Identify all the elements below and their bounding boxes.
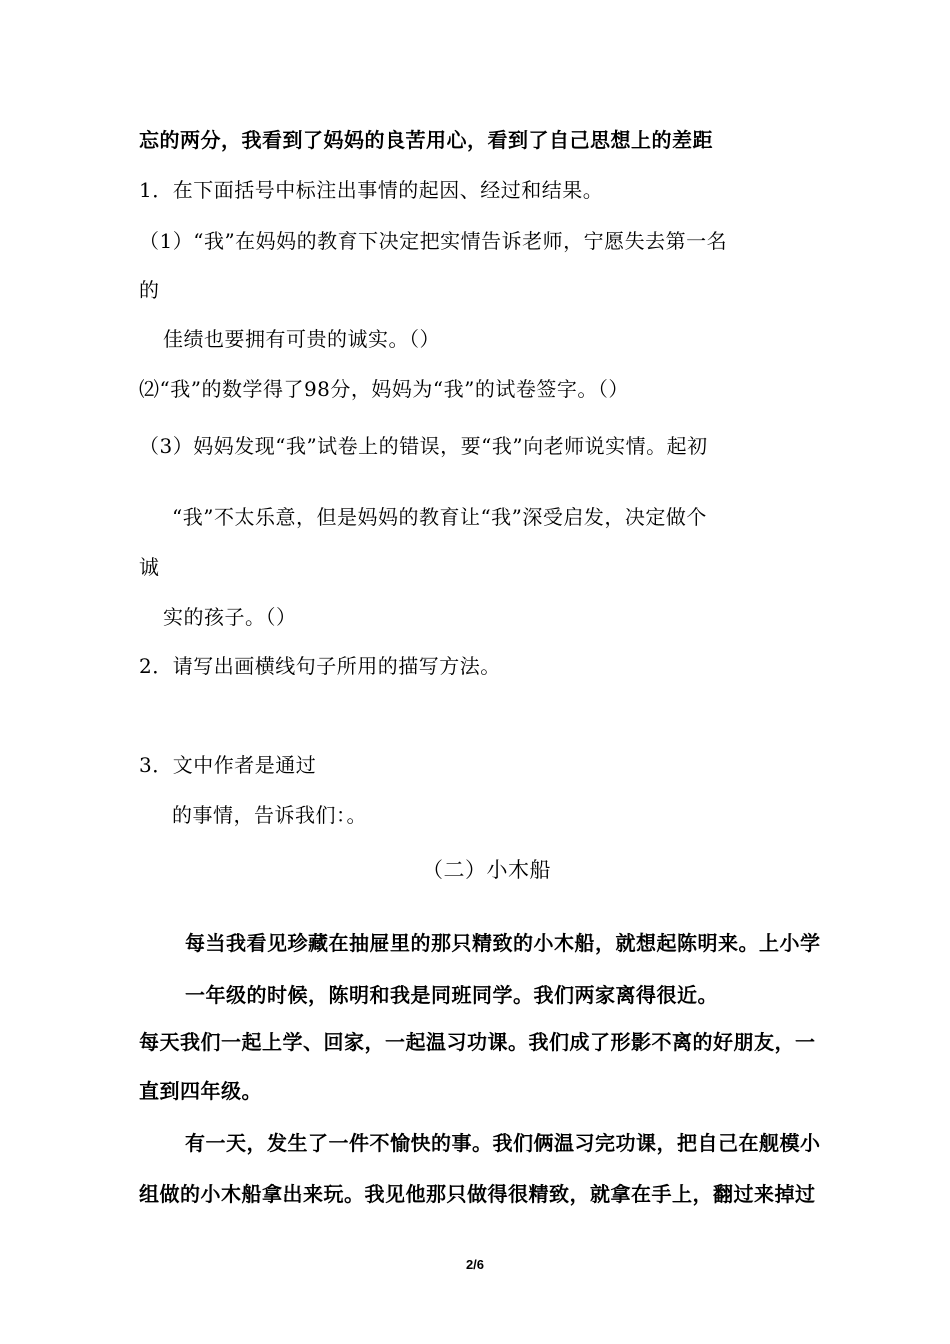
paragraph-line: 一年级的时候，陈明和我是同班同学。我们两家离得很近。 [185,983,718,1007]
paragraph-line: 每天我们一起上学、回家，一起温习功课。我们成了形影不离的好朋友，一 [139,1030,816,1054]
text-line: 实的孩子。（） [163,605,297,629]
question-1-item-3: （3）妈妈发现“我”试卷上的错误，要“我”向老师说实情。起初 [139,434,708,458]
paragraph-line: 每当我看见珍藏在抽屉里的那只精致的小木船，就想起陈明来。上小学 [185,931,821,955]
question-1-item-2: ⑵“我”的数学得了98分，妈妈为“我”的试卷签字。（） [139,377,629,401]
paragraph-line: 组做的小木船拿出来玩。我见他那只做得很精致，就拿在手上，翻过来掉过 [139,1182,816,1206]
text-line: 的事情，告诉我们：。 [172,803,367,827]
text-line: 忘的两分，我看到了妈妈的良苦用心，看到了自己思想上的差距 [139,128,713,152]
paragraph-line: 有一天，发生了一件不愉快的事。我们俩温习完功课，把自己在舰模小 [185,1131,821,1155]
paragraph-line: 直到四年级。 [139,1079,262,1103]
question-3: 3．文中作者是通过 [139,753,317,777]
question-2: 2．请写出画横线句子所用的描写方法。 [139,654,501,678]
text-line: 诚 [139,555,160,579]
section-title: （二）小木船 [422,858,551,882]
text-line: 佳绩也要拥有可贵的诚实。（） [163,327,440,351]
text-line: 的 [139,278,160,302]
page-number: 2/6 [465,1257,485,1272]
question-1: 1．在下面括号中标注出事情的起因、经过和结果。 [139,178,604,202]
text-line: “我”不太乐意，但是妈妈的教育让“我”深受启发，决定做个 [172,505,707,529]
question-1-item-1: （1）“我”在妈妈的教育下决定把实情告诉老师，宁愿失去第一名 [139,229,728,253]
